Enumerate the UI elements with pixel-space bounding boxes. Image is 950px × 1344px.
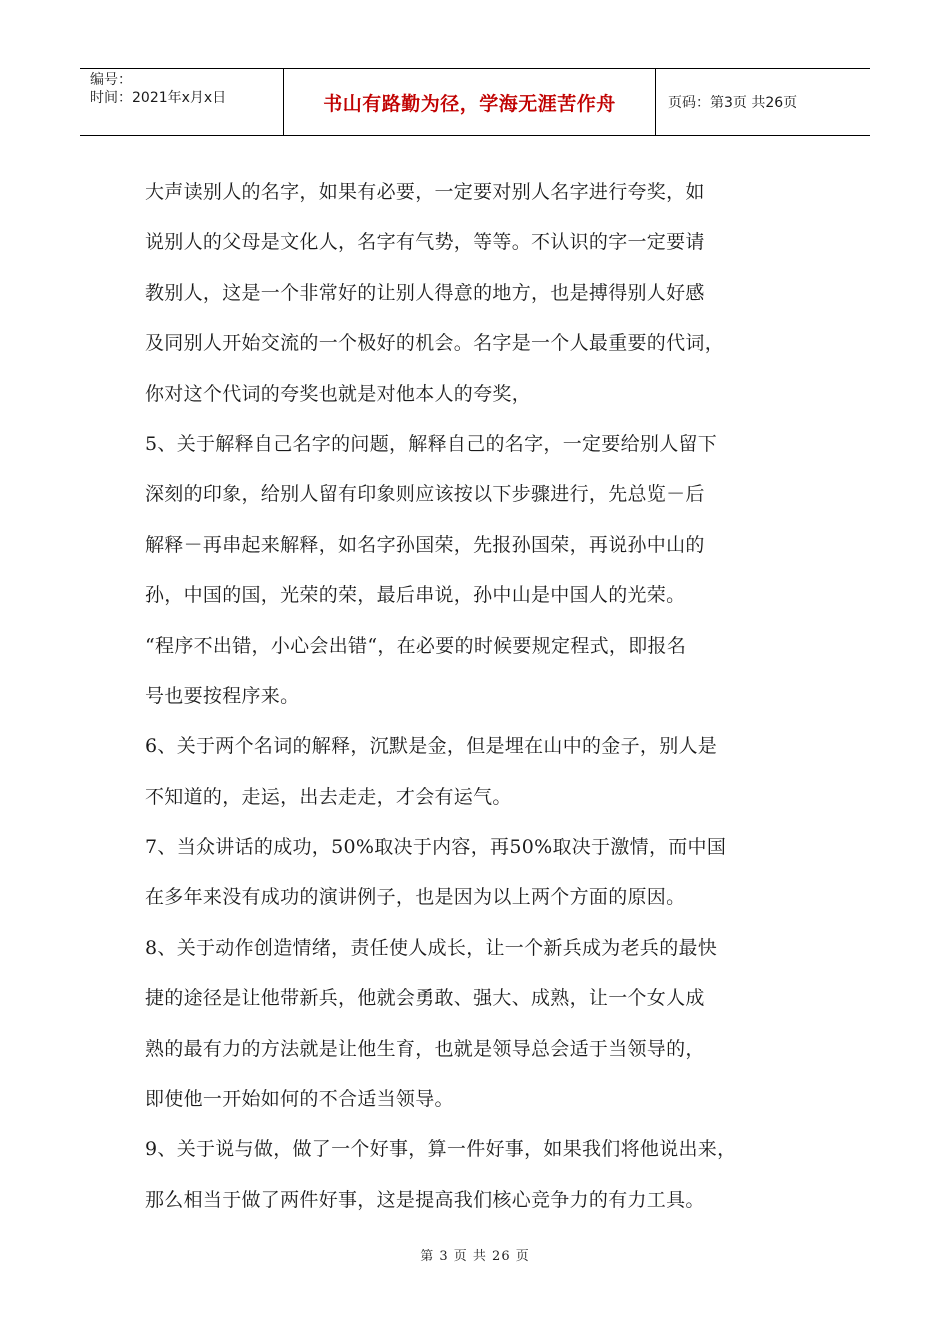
body-line: “程序不出错，小心会出错“，在必要的时候要规定程式，即报名 xyxy=(145,634,687,657)
body-line: 解释－再串起来解释，如名字孙国荣，先报孙国荣，再说孙中山的 xyxy=(145,533,705,556)
document-body xyxy=(145,167,813,1225)
body-line: 不知道的，走运，出去走走，才会有运气。 xyxy=(145,785,512,808)
body-line: 7、当众讲话的成功，50%取决于内容，再50%取决于激情，而中国 xyxy=(145,836,727,859)
body-line: 深刻的印象，给别人留有印象则应该按以下步骤进行，先总览－后 xyxy=(145,483,705,506)
document-number-label: 编号： xyxy=(90,72,132,88)
body-line: 捷的途径是让他带新兵，他就会勇敢、强大、成熟，让一个女人成 xyxy=(145,987,705,1010)
header-page-cell xyxy=(656,69,870,135)
document-date-label: 时间：2021年x月x日 xyxy=(90,90,227,106)
page-footer xyxy=(0,1245,950,1264)
body-line: 孙，中国的国，光荣的荣，最后串说，孙中山是中国人的光荣。 xyxy=(145,584,686,607)
header-page-info: 页码：第3页 共26页 xyxy=(668,95,798,111)
body-line: 8、关于动作创造情绪，责任使人成长，让一个新兵成为老兵的最快 xyxy=(145,936,718,959)
body-line: 你对这个代词的夸奖也就是对他本人的夸奖， xyxy=(145,382,532,405)
body-line: 9、关于说与做，做了一个好事，算一件好事，如果我们将他说出来， xyxy=(145,1138,737,1161)
body-line: 熟的最有力的方法就是让他生育，也就是领导总会适于当领导的， xyxy=(145,1037,705,1060)
header-motto: 书山有路勤为径，学海无涯苦作舟 xyxy=(323,92,616,115)
body-line: 5、关于解释自己名字的问题，解释自己的名字，一定要给别人留下 xyxy=(145,432,718,455)
body-line: 即使他一开始如何的不合适当领导。 xyxy=(145,1088,454,1111)
body-line: 大声读别人的名字，如果有必要，一定要对别人名字进行夸奖，如 xyxy=(145,181,705,203)
body-line: 说别人的父母是文化人，名字有气势，等等。不认识的字一定要请 xyxy=(145,231,705,254)
header-meta-cell xyxy=(80,69,284,135)
footer-page-number: 第 3 页 共 26 页 xyxy=(420,1249,530,1264)
header-motto-cell xyxy=(284,69,656,135)
body-line: 及同别人开始交流的一个极好的机会。名字是一个人最重要的代词， xyxy=(145,332,725,355)
document-header xyxy=(80,68,870,136)
body-line: 教别人，这是一个非常好的让别人得意的地方，也是搏得别人好感 xyxy=(145,281,705,304)
body-line: 在多年来没有成功的演讲例子，也是因为以上两个方面的原因。 xyxy=(145,886,686,909)
body-line: 号也要按程序来。 xyxy=(145,684,300,707)
body-line: 那么相当于做了两件好事，这是提高我们核心竞争力的有力工具。 xyxy=(145,1188,705,1211)
body-line: 6、关于两个名词的解释，沉默是金，但是埋在山中的金子，别人是 xyxy=(145,735,718,758)
